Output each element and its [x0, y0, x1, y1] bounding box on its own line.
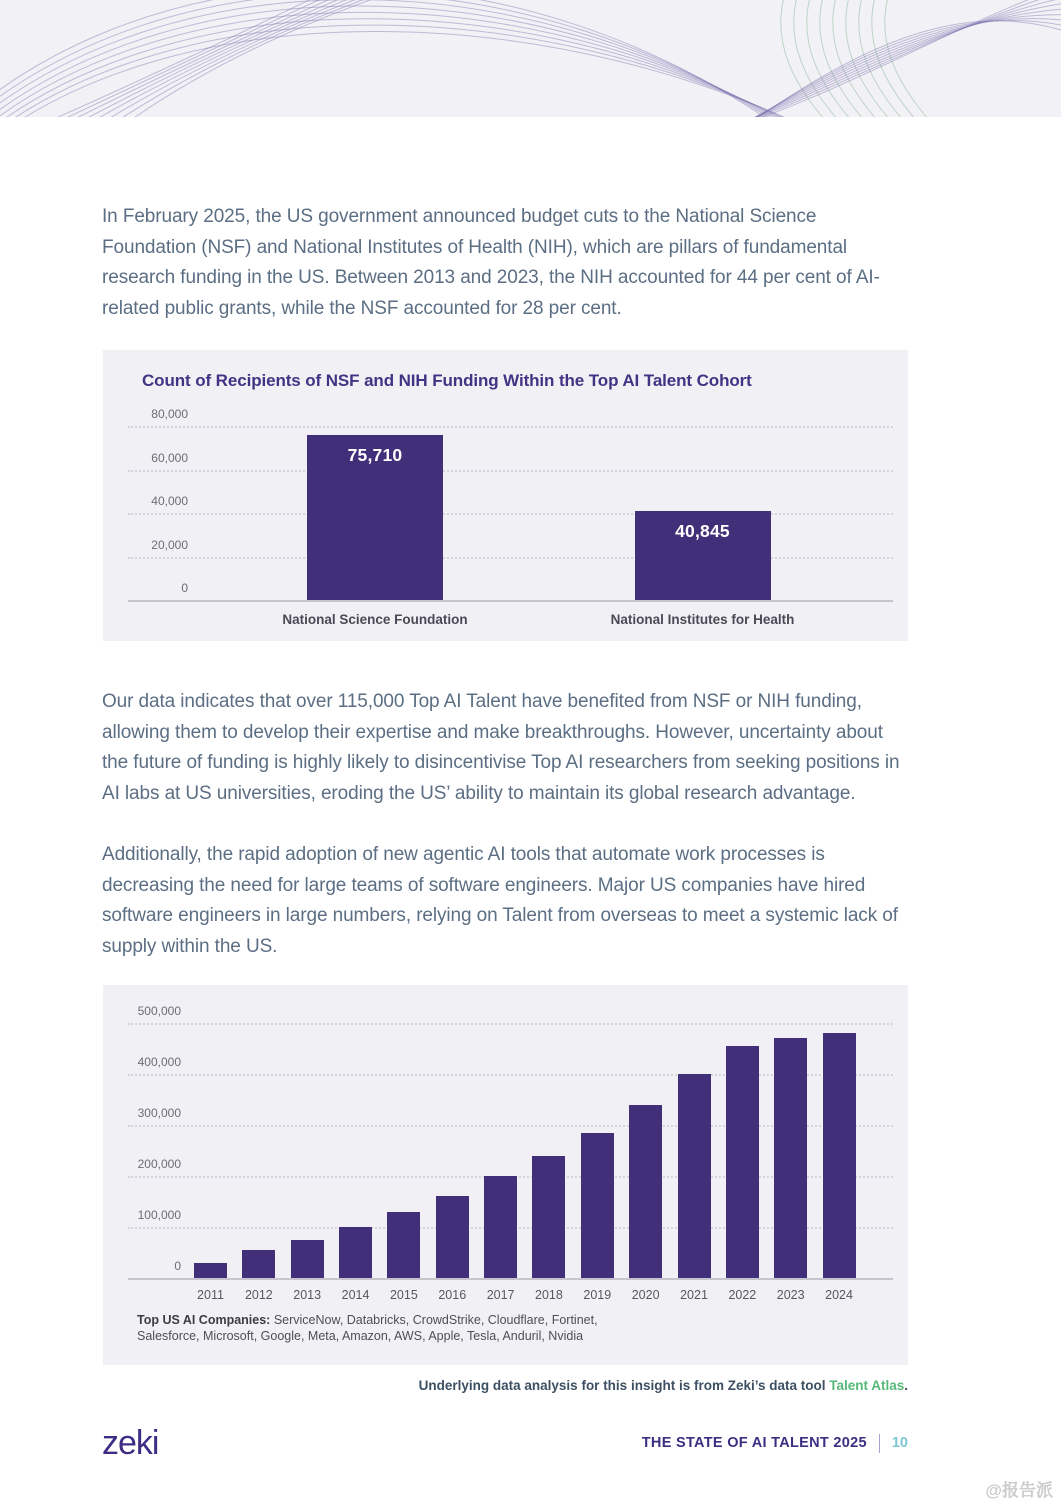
decorative-curve — [723, 20, 1061, 117]
x-axis-line — [128, 600, 893, 602]
x-category-label: 2015 — [389, 1288, 418, 1302]
bar-2019 — [581, 1133, 614, 1278]
x-category-label: 2021 — [680, 1288, 708, 1302]
x-category-label: 2023 — [776, 1288, 805, 1302]
chart-nsf-nih-funding — [103, 350, 908, 641]
decorative-curve — [0, 0, 405, 117]
bar-value-label: 75,710 — [347, 445, 403, 466]
bar-2011 — [194, 1263, 227, 1278]
decorative-curve — [0, 0, 810, 117]
bar-2018 — [532, 1156, 565, 1278]
decorative-curve — [885, 0, 938, 117]
x-category-label: 2017 — [486, 1288, 515, 1302]
chart-caption-companies: ServiceNow, Databricks, CrowdStrike, Cloudflare, Fortinet, Salesforce, Microsoft, Google, Meta, Amazon, AWS, Apple, Tesla, Anduril, Nvidia — [137, 1313, 598, 1343]
bar-2020 — [629, 1105, 662, 1278]
x-category-label: 2020 — [631, 1288, 660, 1302]
footer-right — [642, 1434, 908, 1453]
source-note-text: Underlying data analysis for this insight is from Zeki’s data tool — [418, 1378, 830, 1393]
x-category-label: 2024 — [825, 1288, 853, 1302]
y-tick-label: 400,000 — [137, 1055, 181, 1069]
page-footer — [102, 1422, 908, 1464]
source-note-period: . — [904, 1378, 908, 1393]
x-category-label: 2011 — [197, 1288, 224, 1302]
bar-2012 — [242, 1250, 275, 1278]
decorative-curves — [0, 0, 1061, 117]
gridline — [128, 470, 893, 472]
x-category-label: 2014 — [341, 1288, 370, 1302]
bar-2013 — [291, 1240, 324, 1278]
chart-caption — [137, 1313, 607, 1344]
y-tick-label: 20,000 — [151, 537, 188, 552]
bar-2022 — [726, 1046, 759, 1278]
bar-2016 — [436, 1196, 469, 1278]
zeki-logo: zeki — [102, 1423, 159, 1462]
y-tick-label: 200,000 — [137, 1157, 181, 1171]
x-category-label: 2019 — [583, 1288, 612, 1302]
x-category-label: 2022 — [728, 1288, 757, 1302]
bar-value-label: 40,845 — [675, 521, 730, 542]
x-category-label: 2018 — [535, 1288, 563, 1302]
y-tick-label: 100,000 — [137, 1208, 181, 1222]
chart-top-us-ai-companies-hiring — [103, 985, 908, 1365]
y-tick-label: 80,000 — [151, 407, 188, 421]
report-title: THE STATE OF AI TALENT 2025 — [641, 1435, 867, 1451]
decorative-curve — [0, 25, 846, 117]
bar-2021 — [678, 1074, 711, 1278]
header-decorative-band — [0, 0, 1061, 117]
x-category-label: National Science Foundation — [282, 612, 468, 627]
y-tick-label: 60,000 — [151, 450, 188, 465]
chart-caption-label: Top US AI Companies: — [137, 1313, 271, 1327]
y-tick-label: 40,000 — [151, 494, 188, 508]
x-category-label: 2016 — [438, 1288, 467, 1302]
bar-2014 — [339, 1227, 372, 1278]
watermark: @报告派 — [985, 1481, 1053, 1500]
talent-atlas-link[interactable]: Talent Atlas — [829, 1378, 905, 1393]
gridline — [128, 557, 893, 559]
page-number: 10 — [891, 1435, 908, 1451]
x-category-label: National Institutes for Health — [610, 612, 795, 627]
bar-2024 — [823, 1033, 856, 1278]
gridline — [128, 513, 893, 515]
x-category-label: 2013 — [293, 1288, 322, 1302]
bar-2023 — [774, 1038, 807, 1278]
paragraph-funding-impact: Our data indicates that over 115,000 Top AI Talent have benefited from NSF or NIH funding, allowing them to develop their expertise and make breakthroughs. However, uncertainty about the future of funding is highly likely to disincentivise Top AI researchers from seeking positions in AI labs at US universities, eroding the US’ ability to maintain its global research advantage. — [102, 691, 900, 804]
paragraph-nsf-nih-cuts: In February 2025, the US government announced budget cuts to the National Science Foundation (NSF) and National Institutes of Health (NIH), which are pillars of fundamental research funding in the US. Between 2013 and 2023, the NIH accounted for 44 per cent of AI-related public grants, while the NSF accounted for 28 per cent. — [102, 206, 880, 319]
decorative-curve — [727, 21, 1061, 117]
y-tick-label: 500,000 — [137, 1004, 181, 1018]
y-tick-label: 0 — [181, 581, 188, 595]
source-note — [103, 1378, 908, 1393]
y-tick-label: 0 — [174, 1259, 181, 1273]
x-category-label: 2012 — [244, 1288, 273, 1302]
gridline — [128, 1023, 893, 1025]
y-tick-label: 300,000 — [137, 1106, 181, 1120]
bar-2015 — [387, 1212, 420, 1278]
decorative-curve — [45, 0, 465, 117]
x-axis-line — [128, 1278, 893, 1280]
gridline — [128, 426, 893, 428]
chart-title: Count of Recipients of NSF and NIH Funding Within the Top AI Talent Cohort — [142, 371, 752, 390]
paragraph-agentic-ai: Additionally, the rapid adoption of new agentic AI tools that automate work processes is decreasing the need for large teams of software engineers. Major US companies have hired software engineers in large numbers, relying on Talent from overseas to meet a systemic lack of supply within the US. — [102, 844, 898, 957]
decorative-curve — [0, 6, 828, 117]
footer-separator — [879, 1434, 880, 1453]
decorative-curve — [11, 0, 435, 117]
bar-2017 — [484, 1176, 517, 1278]
decorative-curve — [719, 19, 1061, 117]
